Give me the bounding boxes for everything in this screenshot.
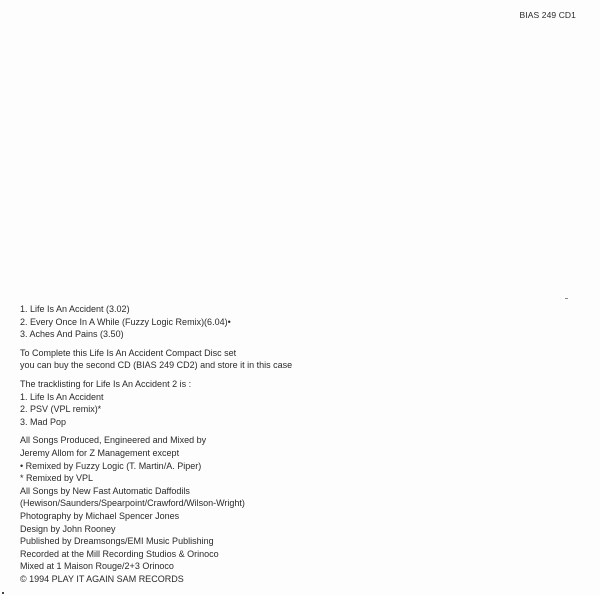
print-speck [565,298,568,299]
credit-line: • Remixed by Fuzzy Logic (T. Martin/A. Piper) [20,460,202,471]
second-tracklist-heading: The tracklisting for Life Is An Accident 2 is : [20,378,192,389]
credit-line: All Songs Produced, Engineered and Mixed by [20,435,207,446]
track-item: 3. Mad Pop [20,416,67,427]
liner-notes [20,303,292,585]
credit-line: (Hewison/Saunders/Spearpoint/Crawford/Wilson-Wright) [20,498,245,509]
track-item: 3. Aches And Pains (3.50) [20,329,124,340]
credit-line: Recorded at the Mill Recording Studios & Orinoco [20,548,219,559]
track-item: 1. Life Is An Accident [20,391,104,402]
tracklist [20,303,292,341]
credit-line: Mixed at 1 Maison Rouge/2+3 Orinoco [20,561,174,572]
print-speck [2,592,4,594]
note-line: To Complete this Life Is An Accident Compact Disc set [20,347,237,358]
credit-line: Photography by Michael Spencer Jones [20,510,180,521]
credit-line: Jeremy Allom for Z Management except [20,447,180,458]
copyright-line: © 1994 PLAY IT AGAIN SAM RECORDS [20,573,184,584]
credit-line: * Remixed by VPL [20,473,94,484]
credit-line: Published by Dreamsongs/EMI Music Publishing [20,536,214,547]
note-line: you can buy the second CD (BIAS 249 CD2) and store it in this case [20,360,293,371]
track-item: 2. Every Once In A While (Fuzzy Logic Remix)(6.04)• [20,316,231,327]
track-item: 2. PSV (VPL remix)* [20,404,102,415]
second-tracklist [20,378,292,428]
credit-line: All Songs by New Fast Automatic Daffodils [20,485,190,496]
complete-set-note [20,347,292,372]
credits [20,434,292,585]
credit-line: Design by John Rooney [20,523,116,534]
catalog-number: BIAS 249 CD1 [519,10,576,20]
track-item: 1. Life Is An Accident (3.02) [20,304,130,314]
